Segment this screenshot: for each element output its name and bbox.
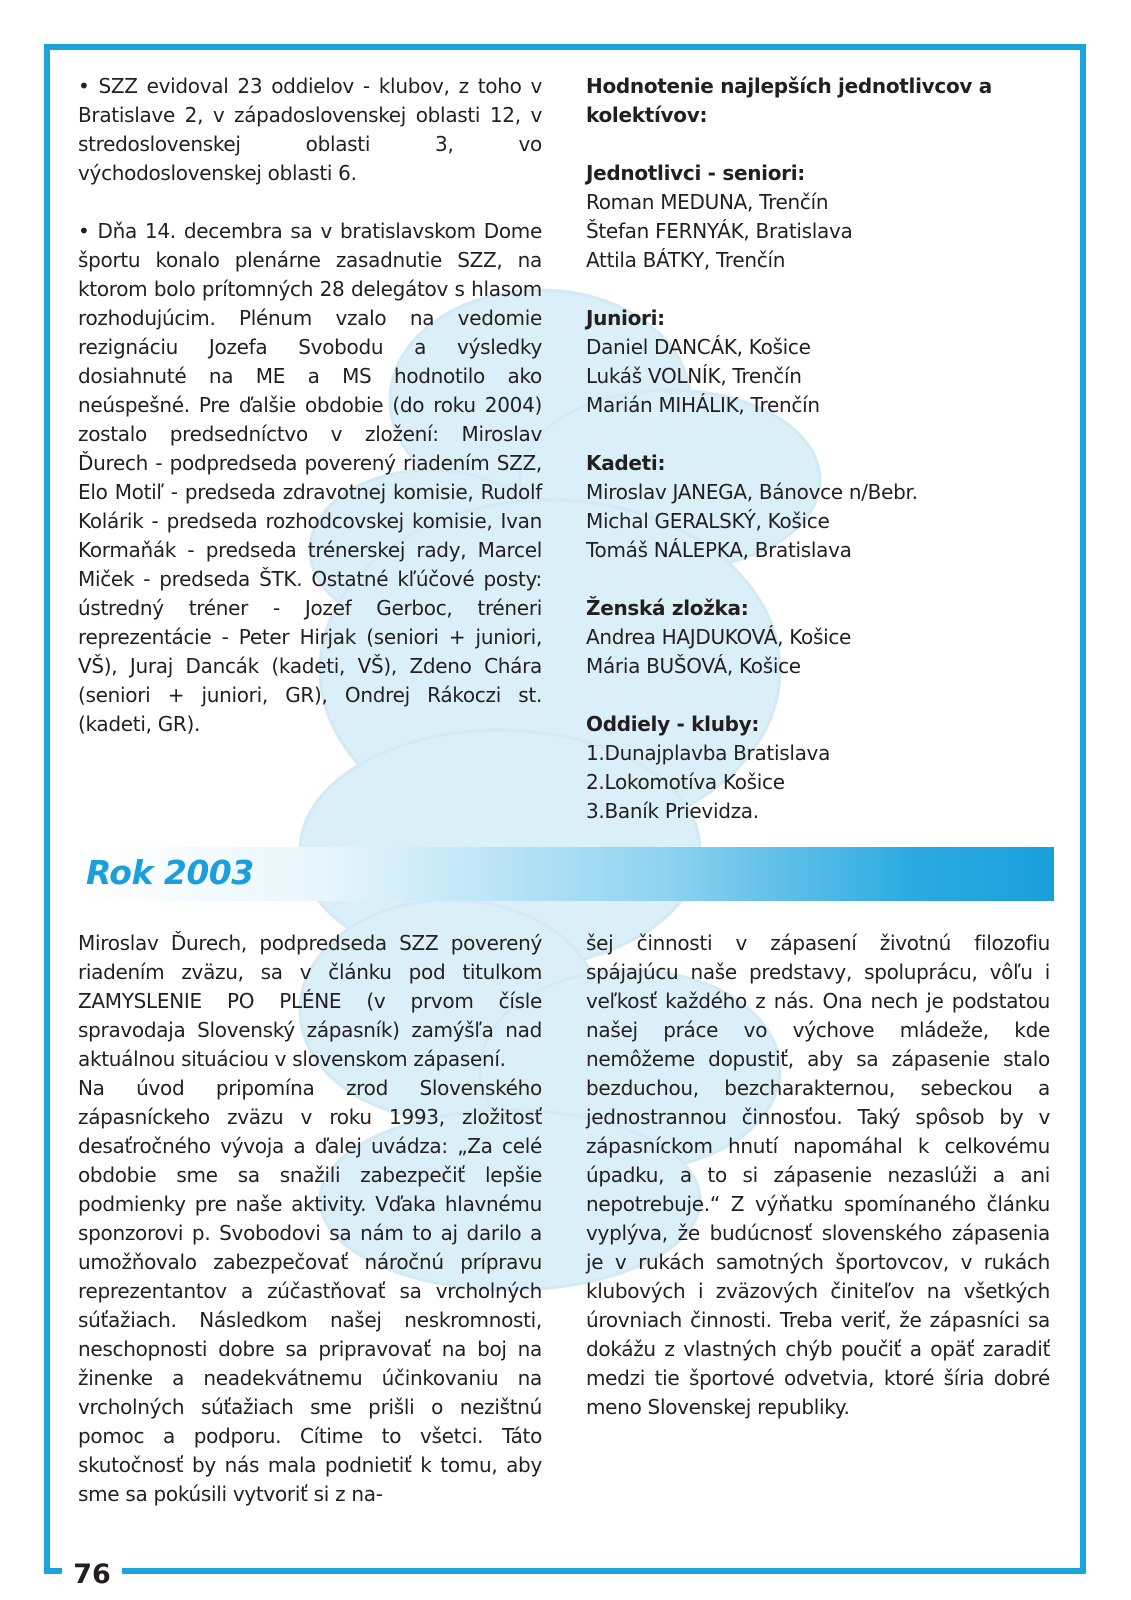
rankings-heading: Hodnotenie najlepších jednotlivcov a kolektívov: <box>586 74 992 127</box>
ranking-item: 3.Baník Prievidza. <box>586 799 759 823</box>
ranking-item: Lukáš VOLNÍK, Trenčín <box>586 364 802 388</box>
group-title-seniors: Jednotlivci - seniori: <box>586 161 805 185</box>
ranking-item: Andrea HAJDUKOVÁ, Košice <box>586 625 852 649</box>
ranking-item: 2.Lokomotíva Košice <box>586 770 785 794</box>
ranking-item: Marián MIHÁLIK, Trenčín <box>586 393 820 417</box>
paragraph-article-intro: Miroslav Ďurech, podpredseda SZZ poverený riadením zväzu, sa v článku pod titulkom ZAMYSLENIE PO PLÉNE (v prvom čísle spravodaja Slovenský zápasník) zamýšľa nad aktuálnou situáciou v slovenskom zápasení. <box>78 931 542 1071</box>
paragraph-article-quote: Na úvod pripomína zrod Slovenského zápasníckeho zväzu v roku 1993, zložitosť desaťročného vývoja a ďalej uvádza: „Za celé obdobie sme sa snažili zabezpečiť lepšie podmienky pre naše aktivity. Vďaka hlavnému sponzorovi p. Svobodovi sa nám to aj darilo a umožňovalo zabezpečovať náročnú prípravu reprezentantov a zúčastňovať sa vrcholných súťažiach. Následkom našej neskromnosti, neschopnosti dobre sa pripravovať na boj na žinenke a neadekvátnemu účinkovaniu na vrcholných súťažiach sme prišli o nezištnú pomoc a podporu. Cítime to všetci. Táto skutočnosť by nás mala podnietiť k tomu, aby sme sa pokúsili vytvoriť si z na- <box>78 1076 542 1506</box>
group-title-juniors: Juniori: <box>586 306 665 330</box>
section-banner <box>78 847 1054 901</box>
ranking-item: Miroslav JANEGA, Bánovce n/Bebr. <box>586 480 918 504</box>
ranking-item: Štefan FERNYÁK, Bratislava <box>586 219 853 243</box>
paragraph-plenary-session: • Dňa 14. decembra sa v bratislavskom Dome športu konalo plenárne zasadnutie SZZ, na ktorom bolo prítomných 28 delegátov s hlasom rozhodujúcim. Plénum vzalo na vedomie rezignáciu Jozefa Svobodu a výsledky dosiahnuté na ME a MS hodnotilo ako neúspešné. Pre ďalšie obdobie (do roku 2004) zostalo predsedníctvo v zložení: Miroslav Ďurech - podpredseda poverený riadením SZZ, Elo Motiľ - predseda zdravotnej komisie, Rudolf Kolárik - predseda rozhodcovskej komisie, Ivan Kormaňák - predseda trénerskej rady, Marcel Miček - predseda ŠTK. Ostatné kľúčové posty: ústredný tréner - Jozef Gerboc, tréneri reprezentácie - Peter Hirjak (seniori + juniori, VŠ), Juraj Dancák (kadeti, VŠ), Zdeno Chára (seniori + juniori, GR), Ondrej Rákoczi st. (kadeti, GR). <box>78 219 542 736</box>
group-title-clubs: Oddiely - kluby: <box>586 712 760 736</box>
ranking-item: Daniel DANCÁK, Košice <box>586 335 811 359</box>
rankings-column <box>586 72 1056 826</box>
ranking-item: 1.Dunajplavba Bratislava <box>586 741 831 765</box>
ranking-item: Attila BÁTKY, Trenčín <box>586 248 786 272</box>
section-title: Rok 2003 <box>86 853 254 892</box>
bottom-left-column <box>78 929 542 1509</box>
paragraph-article-continuation: šej činnosti v zápasení životnú filozofiu spájajúcu naše predstavy, spoluprácu, vôľu i veľkosť každého z nás. Ona nech je podstatou našej práce vo výchove mládeže, kde nemôžeme dopustiť, aby sa zápasenie stalo bezduchou, bezcharakternou, sebeckou a jednostrannou činnosťou. Taký spôsob by v zápasníckom hnutí napomáhal k celkovému úpadku, a to si zápasenie nezaslúži a ani nepotrebuje.“ Z výňatku spomínaného článku vyplýva, že budúcnosť slovenského zápasenia je v rukách samotných športovcov, v rukách klubových i zväzových činiteľov na všetkých úrovniach činnosti. Treba veriť, že zápasníci sa dokážu z vlastných chýb poučiť a opäť zaradiť medzi tie športové odvetvia, ktoré šíria dobré meno Slovenskej republiky. <box>586 931 1050 1419</box>
group-title-cadets: Kadeti: <box>586 451 666 475</box>
ranking-item: Mária BUŠOVÁ, Košice <box>586 654 801 678</box>
top-left-column <box>78 72 542 739</box>
page-number: 76 <box>62 1553 122 1597</box>
ranking-item: Roman MEDUNA, Trenčín <box>586 190 829 214</box>
group-title-women: Ženská zložka: <box>586 596 749 620</box>
bottom-right-column <box>586 929 1050 1422</box>
ranking-item: Tomáš NÁLEPKA, Bratislava <box>586 538 852 562</box>
ranking-item: Michal GERALSKÝ, Košice <box>586 509 830 533</box>
paragraph-clubs-count: • SZZ evidoval 23 oddielov - klubov, z toho v Bratislave 2, v západoslovenskej oblasti 12, v stredoslovenskej oblasti 3, vo východoslovenskej oblasti 6. <box>78 74 542 185</box>
